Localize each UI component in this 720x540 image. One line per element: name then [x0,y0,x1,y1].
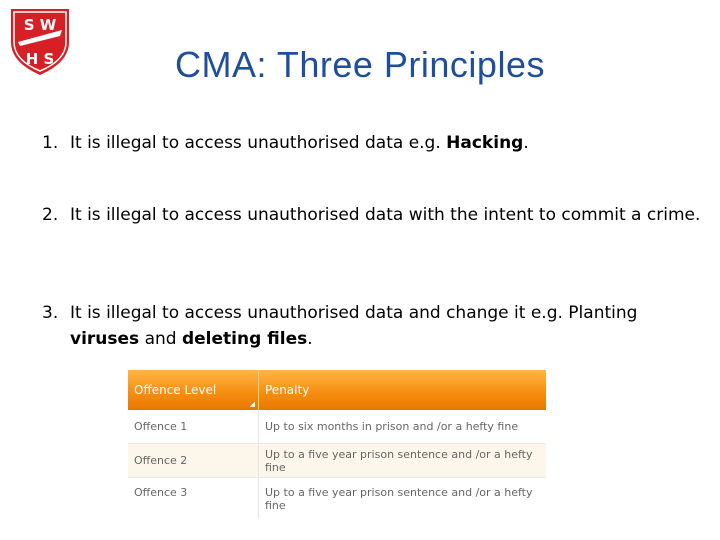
table-header-row [128,370,546,410]
principle-text-mid: and [139,329,182,349]
logo-text-top: S W [23,16,57,34]
principle-text: It is illegal to access unauthorised data and change it e.g. Planting [70,303,638,323]
penalty-cell: Up to six months in prison and /or a hefty fine [259,410,547,444]
sort-corner-icon: ◢ [249,400,255,408]
table-row [128,444,546,478]
offence-cell: Offence 2 [128,444,259,478]
principle-text: It is illegal to access unauthorised data e.g. [70,133,447,153]
principle-item-1 [42,130,710,156]
principle-bold: viruses [70,329,140,349]
principle-text: It is illegal to access unauthorised data with the intent to commit a crime. [70,205,701,225]
penalty-cell: Up to a five year prison sentence and /or a hefty fine [259,444,547,478]
logo-text-bottom: H S [25,50,55,68]
offence-cell: Offence 3 [128,478,259,519]
principle-text-end: . [523,133,529,153]
penalty-cell: Up to a five year prison sentence and /or a hefty fine [259,478,547,519]
principle-number: 3. [42,303,59,323]
table-row [128,478,546,519]
column-header-offence-level[interactable]: Offence Level ◢ [128,370,259,410]
offence-cell: Offence 1 [128,410,259,444]
principle-bold: Hacking [446,133,524,153]
principle-number: 2. [42,205,59,225]
table-row [128,410,546,444]
offence-table [128,370,546,518]
principle-number: 1. [42,133,59,153]
column-header-penalty[interactable]: Penalty [259,370,547,410]
principle-item-2 [42,202,710,228]
page-title: CMA: Three Principles [175,44,545,85]
principle-bold-2: deleting files [181,329,308,349]
principle-item-3 [42,300,710,352]
principle-text-end: . [307,329,313,349]
